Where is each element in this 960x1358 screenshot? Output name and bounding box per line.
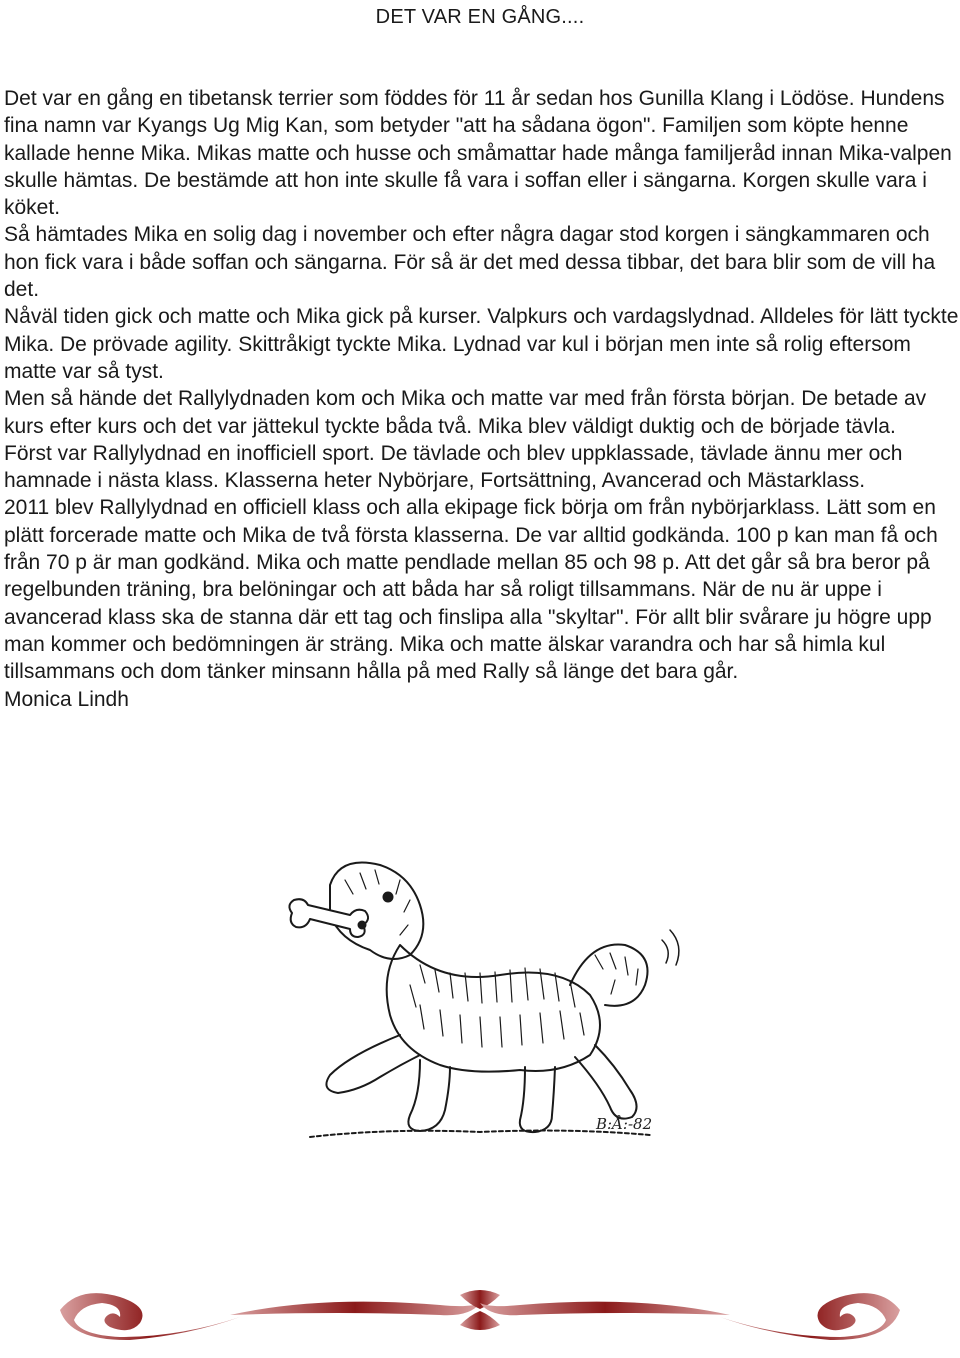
author-name: Monica Lindh: [4, 687, 129, 711]
dog-sketch-icon: [270, 845, 690, 1145]
paragraph: Så hämtades Mika en solig dag i november och efter några dagar stod korgen i sängkammaren och hon fick vara i både soffan och sängarna. För så är det med dessa tibbar, det bara blir som de vill ha det.: [4, 223, 936, 302]
story-body: [4, 85, 960, 713]
ornamental-divider-icon: [40, 1275, 920, 1345]
paragraph: 2011 blev Rallylydnad en officiell klass och alla ekipage fick börja om från nybörjarklass. Lätt som en plätt forcerade matte och Mika de två första klasserna. De var alltid godkända. 100 p kan man få och från 70 p är man godkänd. Mika och matte pendlade mellan 85 och 98 p. Att det går så bra beror på regelbunden träning, bra belöningar och att båda har så roligt tillsammans. När de nu är uppe i avancerad klass ska de stanna där ett tag och finslipa alla "skyltar". För allt blir svårare ju högre upp man kommer och bedömningen är sträng. Mika och matte älskar varandra och har så himla kul tillsammans och dom tänker minsann hålla på med Rally så länge det bara går.: [4, 496, 938, 684]
paragraph: Först var Rallylydnad en inofficiell sport. De tävlade och blev uppklassade, tävlade ännu mer och hamnade i nästa klass. Klasserna heter Nybörjare, Fortsättning, Avancerad och Mästarklass.: [4, 441, 903, 493]
illustration-signature: B:Å:-82: [596, 1115, 653, 1133]
paragraph: Nåväl tiden gick och matte och Mika gick på kurser. Valpkurs och vardagslydnad. Alldeles för lätt tyckte Mika. De prövade agility. Skittråkigt tyckte Mika. Lydnad var kul i början men inte så rolig eftersom matte var så tyst.: [4, 305, 959, 383]
page-title: DET VAR EN GÅNG....: [375, 6, 585, 28]
paragraph: Det var en gång en tibetansk terrier som föddes för 11 år sedan hos Gunilla Klang i Lödöse. Hundens fina namn var Kyangs Ug Mig Kan, som betyder "att ha sådana ögon". Familjen som köpte henne kallade henne Mika. Mikas matte och husse och småmattar hade många familjeråd innan Mika-valpen skulle hämtas. De bestämde att hon inte skulle få vara i soffan eller i sängarna. Korgen skulle vara i köket.: [4, 87, 952, 220]
paragraph: Men så hände det Rallylydnaden kom och Mika och matte var med från första början. De betade av kurs efter kurs och det var jättekul tyckte båda två. Mika blev väldigt duktig och de började tävla.: [4, 387, 927, 438]
